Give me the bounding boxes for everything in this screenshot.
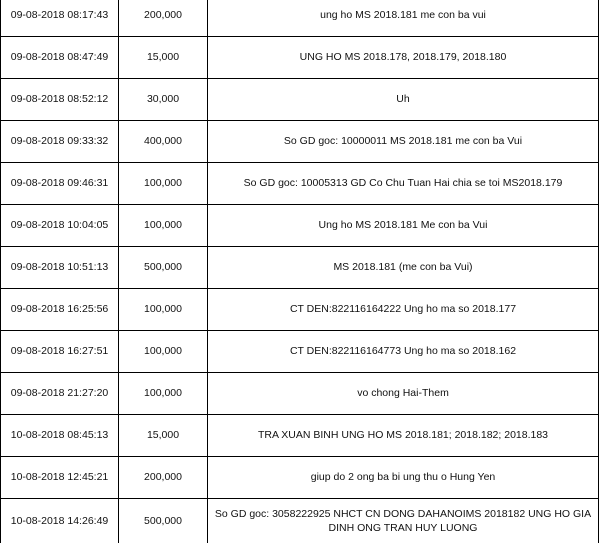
transaction-amount: 15,000: [119, 415, 208, 457]
transaction-description: So GD goc: 10000011 MS 2018.181 me con ba Vui: [208, 121, 599, 163]
transaction-datetime: 09-08-2018 16:27:51: [1, 331, 119, 373]
table-row: [1, 0, 599, 37]
transaction-description: Ung ho MS 2018.181 Me con ba Vui: [208, 205, 599, 247]
table-row: [1, 499, 599, 544]
transaction-amount: 200,000: [119, 457, 208, 499]
table-row: [1, 457, 599, 499]
table-row: [1, 79, 599, 121]
transaction-datetime: 10-08-2018 08:45:13: [1, 415, 119, 457]
transaction-amount: 500,000: [119, 499, 208, 544]
transaction-amount: 15,000: [119, 37, 208, 79]
transaction-amount: 100,000: [119, 373, 208, 415]
transaction-description: CT DEN:822116164222 Ung ho ma so 2018.177: [208, 289, 599, 331]
transaction-amount: 500,000: [119, 247, 208, 289]
transaction-amount: 100,000: [119, 163, 208, 205]
transaction-datetime: 09-08-2018 08:47:49: [1, 37, 119, 79]
transaction-amount: 100,000: [119, 205, 208, 247]
transaction-amount: 200,000: [119, 0, 208, 37]
transaction-datetime: 09-08-2018 09:46:31: [1, 163, 119, 205]
transaction-amount: 100,000: [119, 289, 208, 331]
transaction-amount: 400,000: [119, 121, 208, 163]
table-row: [1, 163, 599, 205]
transaction-amount: 100,000: [119, 331, 208, 373]
table-row: [1, 205, 599, 247]
transaction-datetime: 09-08-2018 10:51:13: [1, 247, 119, 289]
transaction-description: So GD goc: 3058222925 NHCT CN DONG DAHANOIMS 2018182 UNG HO GIA DINH ONG TRAN HUY LUONG: [208, 499, 599, 544]
transaction-description: ung ho MS 2018.181 me con ba vui: [208, 0, 599, 37]
transaction-description: So GD goc: 10005313 GD Co Chu Tuan Hai chia se toi MS2018.179: [208, 163, 599, 205]
transaction-description: TRA XUAN BINH UNG HO MS 2018.181; 2018.182; 2018.183: [208, 415, 599, 457]
transaction-description: vo chong Hai-Them: [208, 373, 599, 415]
transaction-datetime: 09-08-2018 16:25:56: [1, 289, 119, 331]
table-row: [1, 121, 599, 163]
table-row: [1, 37, 599, 79]
table-row: [1, 247, 599, 289]
transaction-datetime: 09-08-2018 09:33:32: [1, 121, 119, 163]
transaction-datetime: 10-08-2018 12:45:21: [1, 457, 119, 499]
transaction-description: CT DEN:822116164773 Ung ho ma so 2018.162: [208, 331, 599, 373]
table-row: [1, 289, 599, 331]
transaction-datetime: 09-08-2018 10:04:05: [1, 205, 119, 247]
transaction-datetime: 10-08-2018 14:26:49: [1, 499, 119, 544]
transaction-description: giup do 2 ong ba bi ung thu o Hung Yen: [208, 457, 599, 499]
table-row: [1, 373, 599, 415]
transaction-datetime: 09-08-2018 08:52:12: [1, 79, 119, 121]
transaction-description: UNG HO MS 2018.178, 2018.179, 2018.180: [208, 37, 599, 79]
transaction-description: Uh: [208, 79, 599, 121]
transaction-datetime: 09-08-2018 21:27:20: [1, 373, 119, 415]
transaction-description: MS 2018.181 (me con ba Vui): [208, 247, 599, 289]
table-row: [1, 415, 599, 457]
transaction-amount: 30,000: [119, 79, 208, 121]
table-row: [1, 331, 599, 373]
transaction-datetime: 09-08-2018 08:17:43: [1, 0, 119, 37]
